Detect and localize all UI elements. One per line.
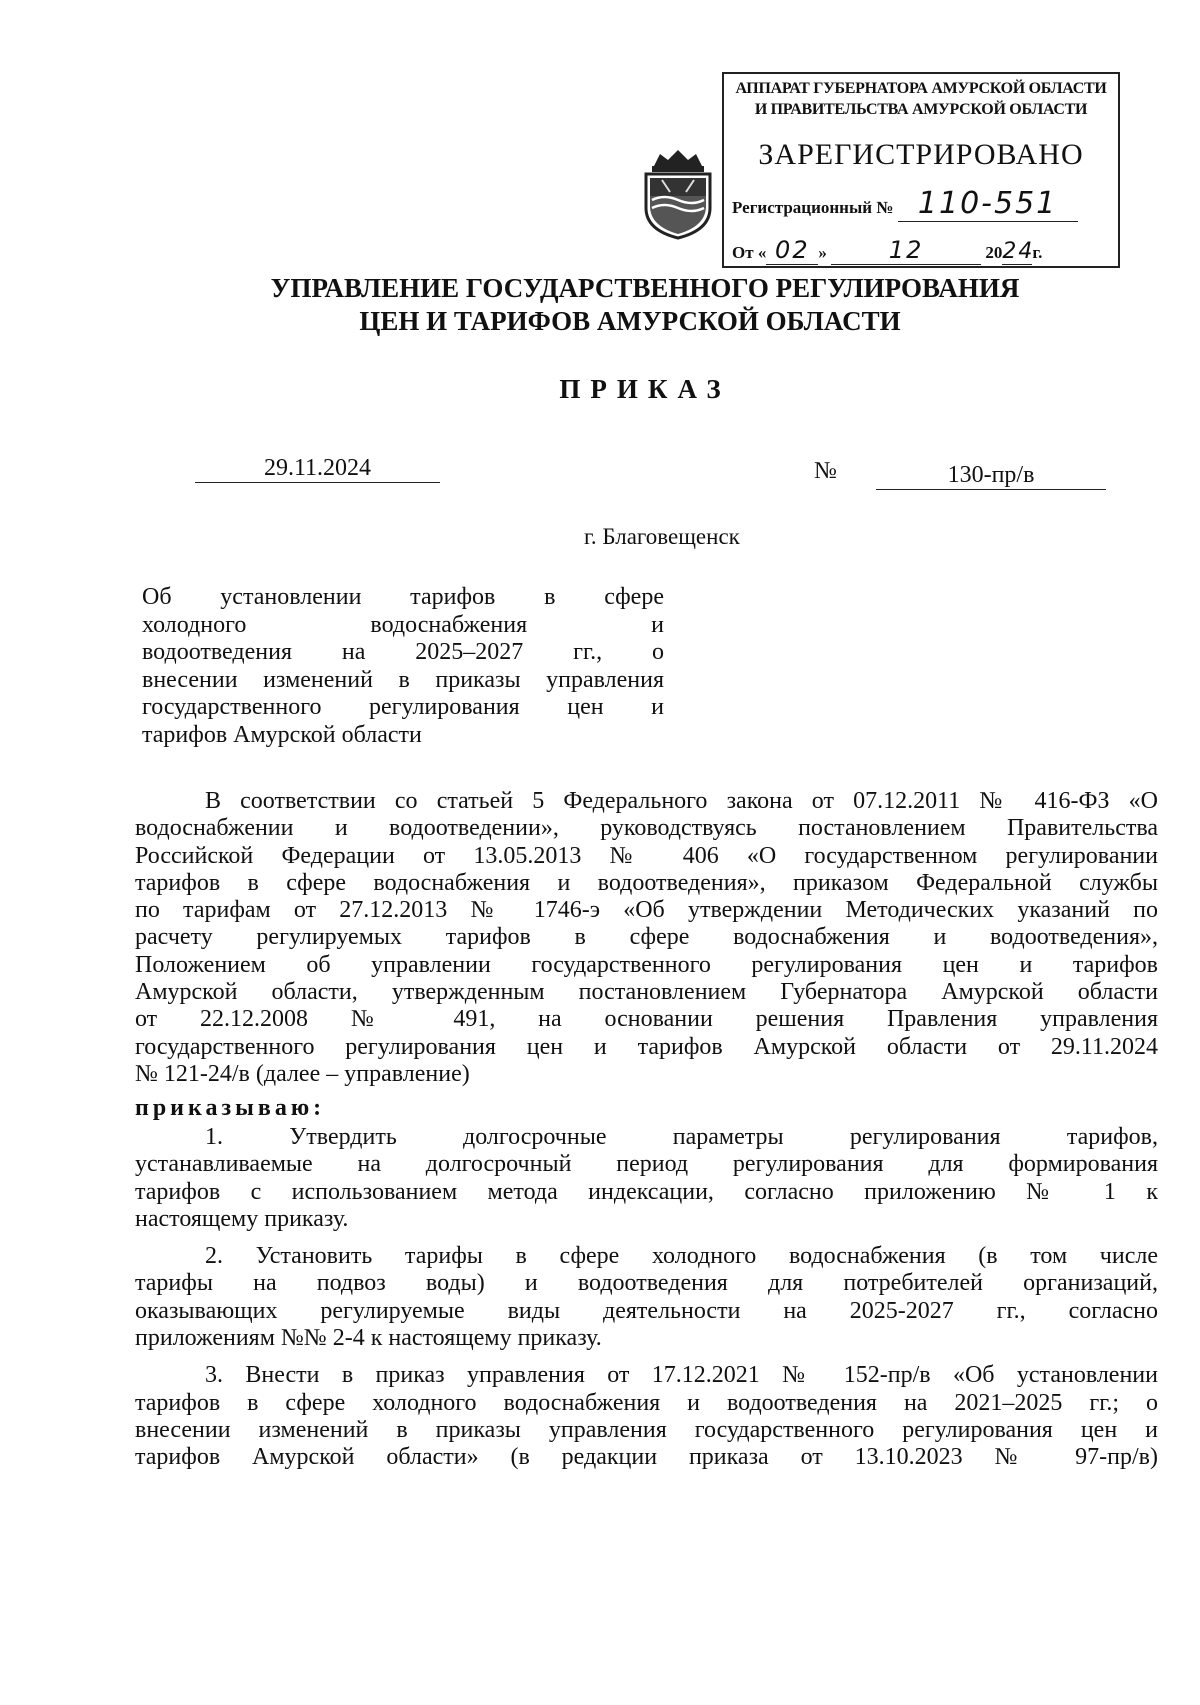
order-item-3 <box>135 1362 1158 1471</box>
preamble-line: В соответствии со статьей 5 Федерального закона от 07.12.2011 № 416-ФЗ «О <box>205 788 1158 814</box>
document-type-title: ПРИКАЗ <box>559 374 731 404</box>
preamble-line: тарифов в сфере водоснабжения и водоотведения», приказом Федеральной службы <box>135 869 1158 896</box>
preamble-line: Амурской области, утвержденным постановлением Губернатора Амурской области <box>135 979 1158 1006</box>
org-header-line1: УПРАВЛЕНИЕ ГОСУДАРСТВЕННОГО РЕГУЛИРОВАНИЯ <box>270 273 1020 303</box>
org-header-line2: ЦЕН И ТАРИФОВ АМУРСКОЙ ОБЛАСТИ <box>359 306 901 336</box>
subject-line: государственного регулирования цен и <box>142 694 664 720</box>
coat-of-arms-icon <box>640 148 716 240</box>
stamp-org-line2: И ПРАВИТЕЛЬСТВА АМУРСКОЙ ОБЛАСТИ <box>754 101 1088 118</box>
subject-line: Об установлении тарифов в сфере <box>142 584 664 610</box>
preamble-line: Положением об управлении государственного регулирования цен и тарифов <box>135 951 1158 978</box>
stamp-month-field <box>831 236 981 265</box>
subject-line: водоотведения на 2025–2027 гг., о <box>142 639 664 665</box>
stamp-day-field <box>766 236 818 265</box>
item-line: оказывающих регулируемые виды деятельности на 2025-2027 гг., согласно <box>135 1297 1158 1324</box>
order-number-sign: № <box>814 458 837 484</box>
order-item-2 <box>135 1243 1158 1352</box>
item-line: настоящему приказу. <box>135 1205 349 1232</box>
subject-line: холодного водоснабжения и <box>142 611 664 638</box>
registration-stamp <box>722 72 1120 268</box>
item-line: тарифы на подвоз воды) и водоотведения для потребителей организаций, <box>135 1270 1158 1297</box>
item-line: приложениям №№ 2-4 к настоящему приказу. <box>135 1325 602 1352</box>
stamp-year-suffix: 24 <box>1002 239 1035 264</box>
item-line: 1. Утвердить долгосрочные параметры регулирования тарифов, <box>205 1124 1158 1150</box>
stamp-reg-number: 110-551 <box>917 186 1058 221</box>
item-line: внесении изменений в приказы управления государственного регулирования цен и <box>135 1416 1158 1443</box>
stamp-registered-title: ЗАРЕГИСТРИРОВАНО <box>758 138 1084 171</box>
organization-header <box>0 272 1200 338</box>
preamble-line: № 121-24/в (далее – управление) <box>135 1060 470 1087</box>
order-items <box>135 1124 1158 1472</box>
item-line: тарифов с использованием метода индексации, согласно приложению № 1 к <box>135 1178 1158 1205</box>
preamble-line: государственного регулирования цен и тарифов Амурской области от 29.11.2024 <box>135 1033 1158 1060</box>
subject-line: тарифов Амурской области <box>142 721 422 748</box>
stamp-day-close: » <box>818 243 827 262</box>
preamble-line: Российской Федерации от 13.05.2013 № 406 «О государственном регулировании <box>135 842 1158 869</box>
stamp-reg-number-field <box>898 186 1078 222</box>
order-subject <box>142 584 664 749</box>
item-line: тарифов Амурской области» (в редакции приказа от 13.10.2023 № 97-пр/в) <box>135 1444 1158 1471</box>
subject-line: внесении изменений в приказы управления <box>142 666 664 693</box>
stamp-month: 12 <box>888 236 924 264</box>
stamp-day: 02 <box>775 236 810 264</box>
stamp-year-field <box>1002 239 1035 265</box>
stamp-year-unit: г. <box>1032 243 1043 262</box>
stamp-organization <box>724 78 1118 120</box>
order-item-1 <box>135 1124 1158 1233</box>
stamp-year-prefix: 20 <box>985 243 1003 262</box>
stamp-date-row <box>732 236 1112 265</box>
preamble-line: расчету регулируемых тарифов в сфере водоснабжения и водоотведения», <box>135 924 1158 951</box>
preamble-line: водоснабжении и водоотведении», руководствуясь постановлением Правительства <box>135 815 1158 842</box>
stamp-reg-label: Регистрационный № <box>732 198 894 217</box>
preamble-line: от 22.12.2008 № 491, на основании решения Правления управления <box>135 1006 1158 1033</box>
item-line: тарифов в сфере холодного водоснабжения и водоотведения на 2021–2025 гг.; о <box>135 1389 1158 1416</box>
preamble-line: по тарифам от 27.12.2013 № 1746-э «Об утверждении Методических указаний по <box>135 897 1158 924</box>
item-line: 3. Внести в приказ управления от 17.12.2021 № 152-пр/в «Об установлении <box>205 1362 1158 1389</box>
order-number: 130-пр/в <box>876 462 1106 490</box>
decree-word: приказываю: <box>135 1095 326 1121</box>
stamp-registration-row <box>732 186 1112 222</box>
order-city: г. Благовещенск <box>584 524 740 549</box>
order-date: 29.11.2024 <box>195 455 440 483</box>
preamble-paragraph <box>135 788 1158 1088</box>
item-line: устанавливаемые на долгосрочный период регулирования для формирования <box>135 1151 1158 1178</box>
stamp-from-label: От « <box>732 243 767 262</box>
stamp-org-line1: АППАРАТ ГУБЕРНАТОРА АМУРСКОЙ ОБЛАСТИ <box>735 80 1107 97</box>
item-line: 2. Установить тарифы в сфере холодного водоснабжения (в том числе <box>205 1243 1158 1270</box>
